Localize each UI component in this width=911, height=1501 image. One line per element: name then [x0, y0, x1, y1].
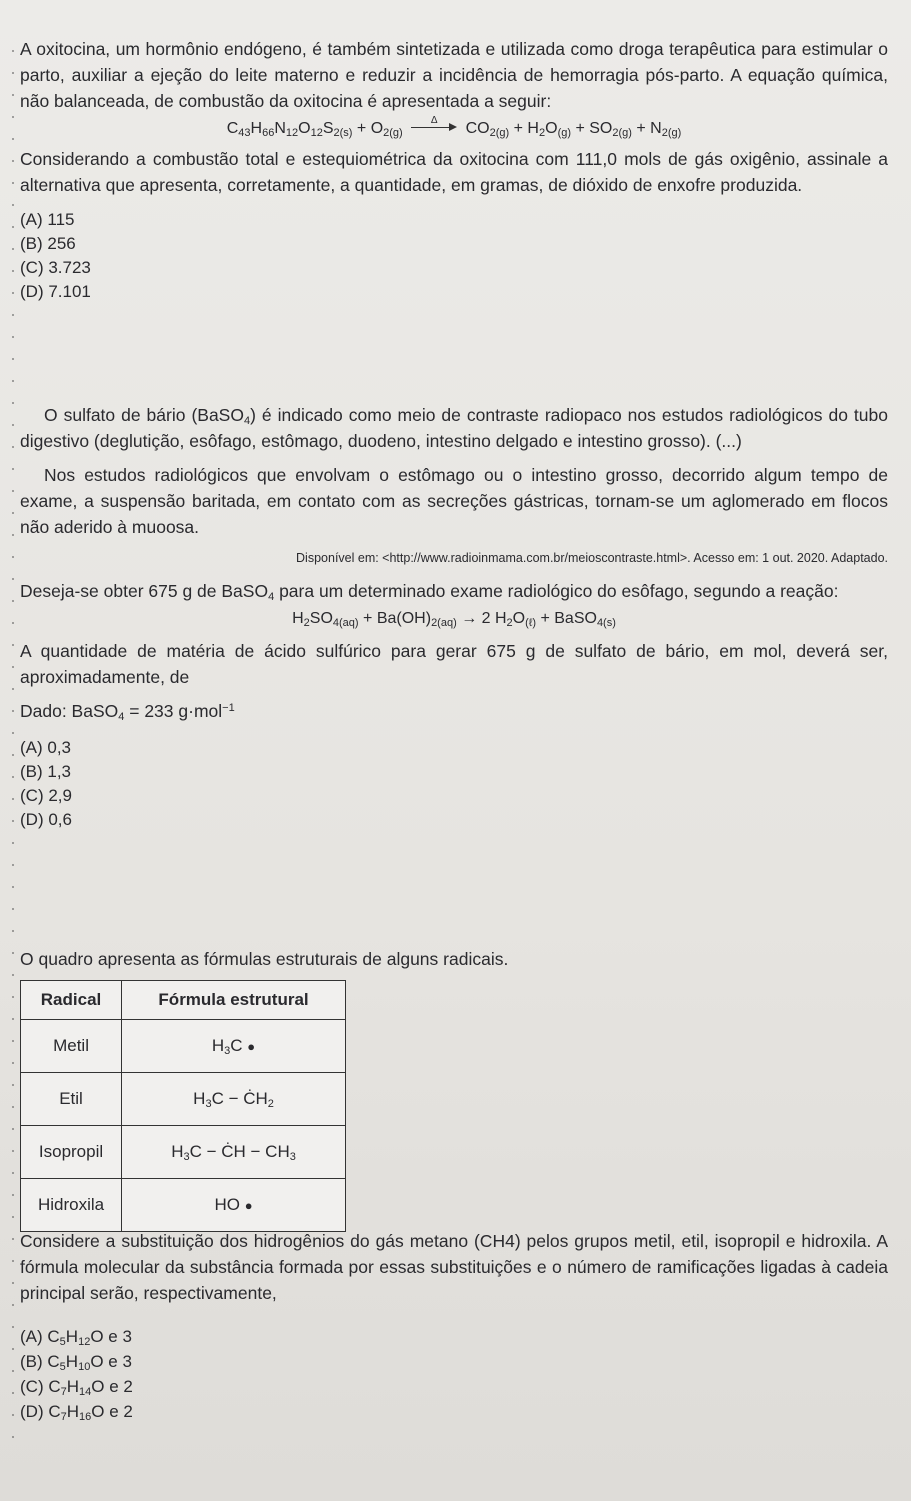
q3-option-a[interactable]: (A) $C_5H_{12}O$ e 3	[20, 1327, 132, 1348]
radical-name: Hidroxila	[21, 1179, 122, 1232]
q1-option-b[interactable]: (B) 256	[20, 234, 76, 253]
radical-formula: HO ●	[122, 1179, 346, 1232]
q2-option-c[interactable]: (C) 2,9	[20, 786, 72, 805]
q2-para2: Nos estudos radiológicos que envolvam o estômago ou o intestino grosso, decorrido algum tempo de exame, a suspensão baritada, em contato com as secreções gástricas, tornam-se um aglomerado em flocos não aderido à muoosa.	[20, 465, 888, 537]
q1-statement: Considerando a combustão total e estequiométrica da oxitocina com 111,0 mols de gás oxigênio, assinale a alternativa que apresenta, corretamente, a quantidade, em gramas, de dióxido de enxofre produzida.	[20, 149, 888, 195]
reaction-arrow: Δ	[411, 116, 457, 144]
q2-option-b[interactable]: (B) 1,3	[20, 762, 72, 781]
q1-option-c[interactable]: (C) 3.723	[20, 258, 91, 277]
q1-reactant2: $O_{2(g)}$	[370, 120, 403, 139]
q2-option-a[interactable]: (A) 0,3	[20, 738, 72, 757]
question-oxitocina	[20, 36, 888, 304]
q2-source: Disponível em: <http://www.radioinmama.com.br/meioscontraste.html>. Acesso em: 1 out. 2020. Adaptado.	[296, 551, 888, 565]
radical-formula: $H_3C$ − $ĊH_2$	[122, 1073, 346, 1126]
radical-name: Metil	[21, 1020, 122, 1073]
q3-statement: Considere a substituição dos hidrogênios do gás metano (CH4) pelos grupos metil, etil, isopropil e hidroxila. A fórmula molecular da substância formada por essas substituições e o número de ramificações ligadas à cadeia principal serão, respectivamente,	[20, 1231, 888, 1303]
q2-options	[20, 736, 888, 832]
q1-product2: $H_2O_{(g)}$	[527, 120, 572, 139]
q2-para1: O sulfato de bário (BaSO$_4$) é indicado como meio de contraste radiopaco nos estudos radiológicos do tubo digestivo (deglutição, esôfago, estômago, duodeno, intestino delgado e intestino grosso). (...)	[20, 405, 888, 451]
q2-dado: Dado: BaSO$_4$ = 233 g·mol$^{-1}$	[20, 701, 235, 723]
table-header-formula: Fórmula estrutural	[122, 981, 346, 1020]
table-row	[21, 1126, 346, 1179]
q1-intro: A oxitocina, um hormônio endógeno, é também sintetizada e utilizada como droga terapêutica para estimular o parto, auxiliar a ejeção do leite materno e reduzir a incidência de hemorragia pós-parto. A equação química, não balanceada, de combustão da oxitocina é apresentada a seguir:	[20, 39, 888, 111]
margin-dotted-line	[12, 40, 14, 1440]
q1-product4: $N_{2(g)}$	[650, 120, 682, 139]
q1-option-a[interactable]: (A) 115	[20, 210, 75, 229]
radical-formula: $H_3C$ ●	[122, 1020, 346, 1073]
question-sulfato-bario	[20, 402, 888, 832]
table-row	[21, 1179, 346, 1232]
q1-product1: $CO_{2(g)}$	[465, 120, 510, 139]
radical-formula: $H_3C$ − ĊH − $CH_3$	[122, 1126, 346, 1179]
q2-option-d[interactable]: (D) 0,6	[20, 810, 72, 829]
q1-option-d[interactable]: (D) 7.101	[20, 282, 91, 301]
table-header-radical: Radical	[21, 981, 122, 1020]
q1-equation: $C_{43}H_{66}N_{12}O_{12}S_{2(s)} + O_{2(g)}$ $^\Delta$ $CO_{2(g)} + H_2O_{(g)} + SO_{2(g)} + N_{2(g)}$	[20, 116, 888, 144]
radical-name: Etil	[21, 1073, 122, 1126]
q1-product3: $SO_{2(g)}$	[589, 120, 632, 139]
q3-options	[20, 1324, 888, 1424]
table-row	[21, 1073, 346, 1126]
question-radicais-intro	[20, 946, 888, 972]
radicals-table	[20, 980, 346, 1232]
q2-statement: Deseja-se obter 675 g de BaSO$_4$ para um determinado exame radiológico do esôfago, segundo a reação:	[20, 581, 839, 603]
q3-intro: O quadro apresenta as fórmulas estruturais de alguns radicais.	[20, 949, 509, 969]
q3-option-b[interactable]: (B) $C_5H_{10}O$ e 3	[20, 1352, 132, 1373]
q3-option-c[interactable]: (C) $C_7H_{14}O$ e 2	[20, 1377, 133, 1398]
q1-reactant1: $C_{43}H_{66}N_{12}O_{12}S_{2(s)}$	[226, 120, 353, 139]
q3-option-d[interactable]: (D) $C_7H_{16}O$ e 2	[20, 1402, 133, 1423]
table-row	[21, 1020, 346, 1073]
q2-reaction: $H_2SO_{4(aq)} + Ba(OH)_{2(aq)} \to 2$ $H_2O_{(\ell)}$ + BaSO$_{4(s)}$	[292, 610, 616, 629]
q1-options	[20, 208, 888, 304]
question-radicais	[20, 1228, 888, 1424]
q2-question: A quantidade de matéria de ácido sulfúrico para gerar 675 g de sulfato de bário, em mol, deverá ser, aproximadamente, de	[20, 641, 888, 687]
table-header-row	[21, 981, 346, 1020]
radical-name: Isopropil	[21, 1126, 122, 1179]
